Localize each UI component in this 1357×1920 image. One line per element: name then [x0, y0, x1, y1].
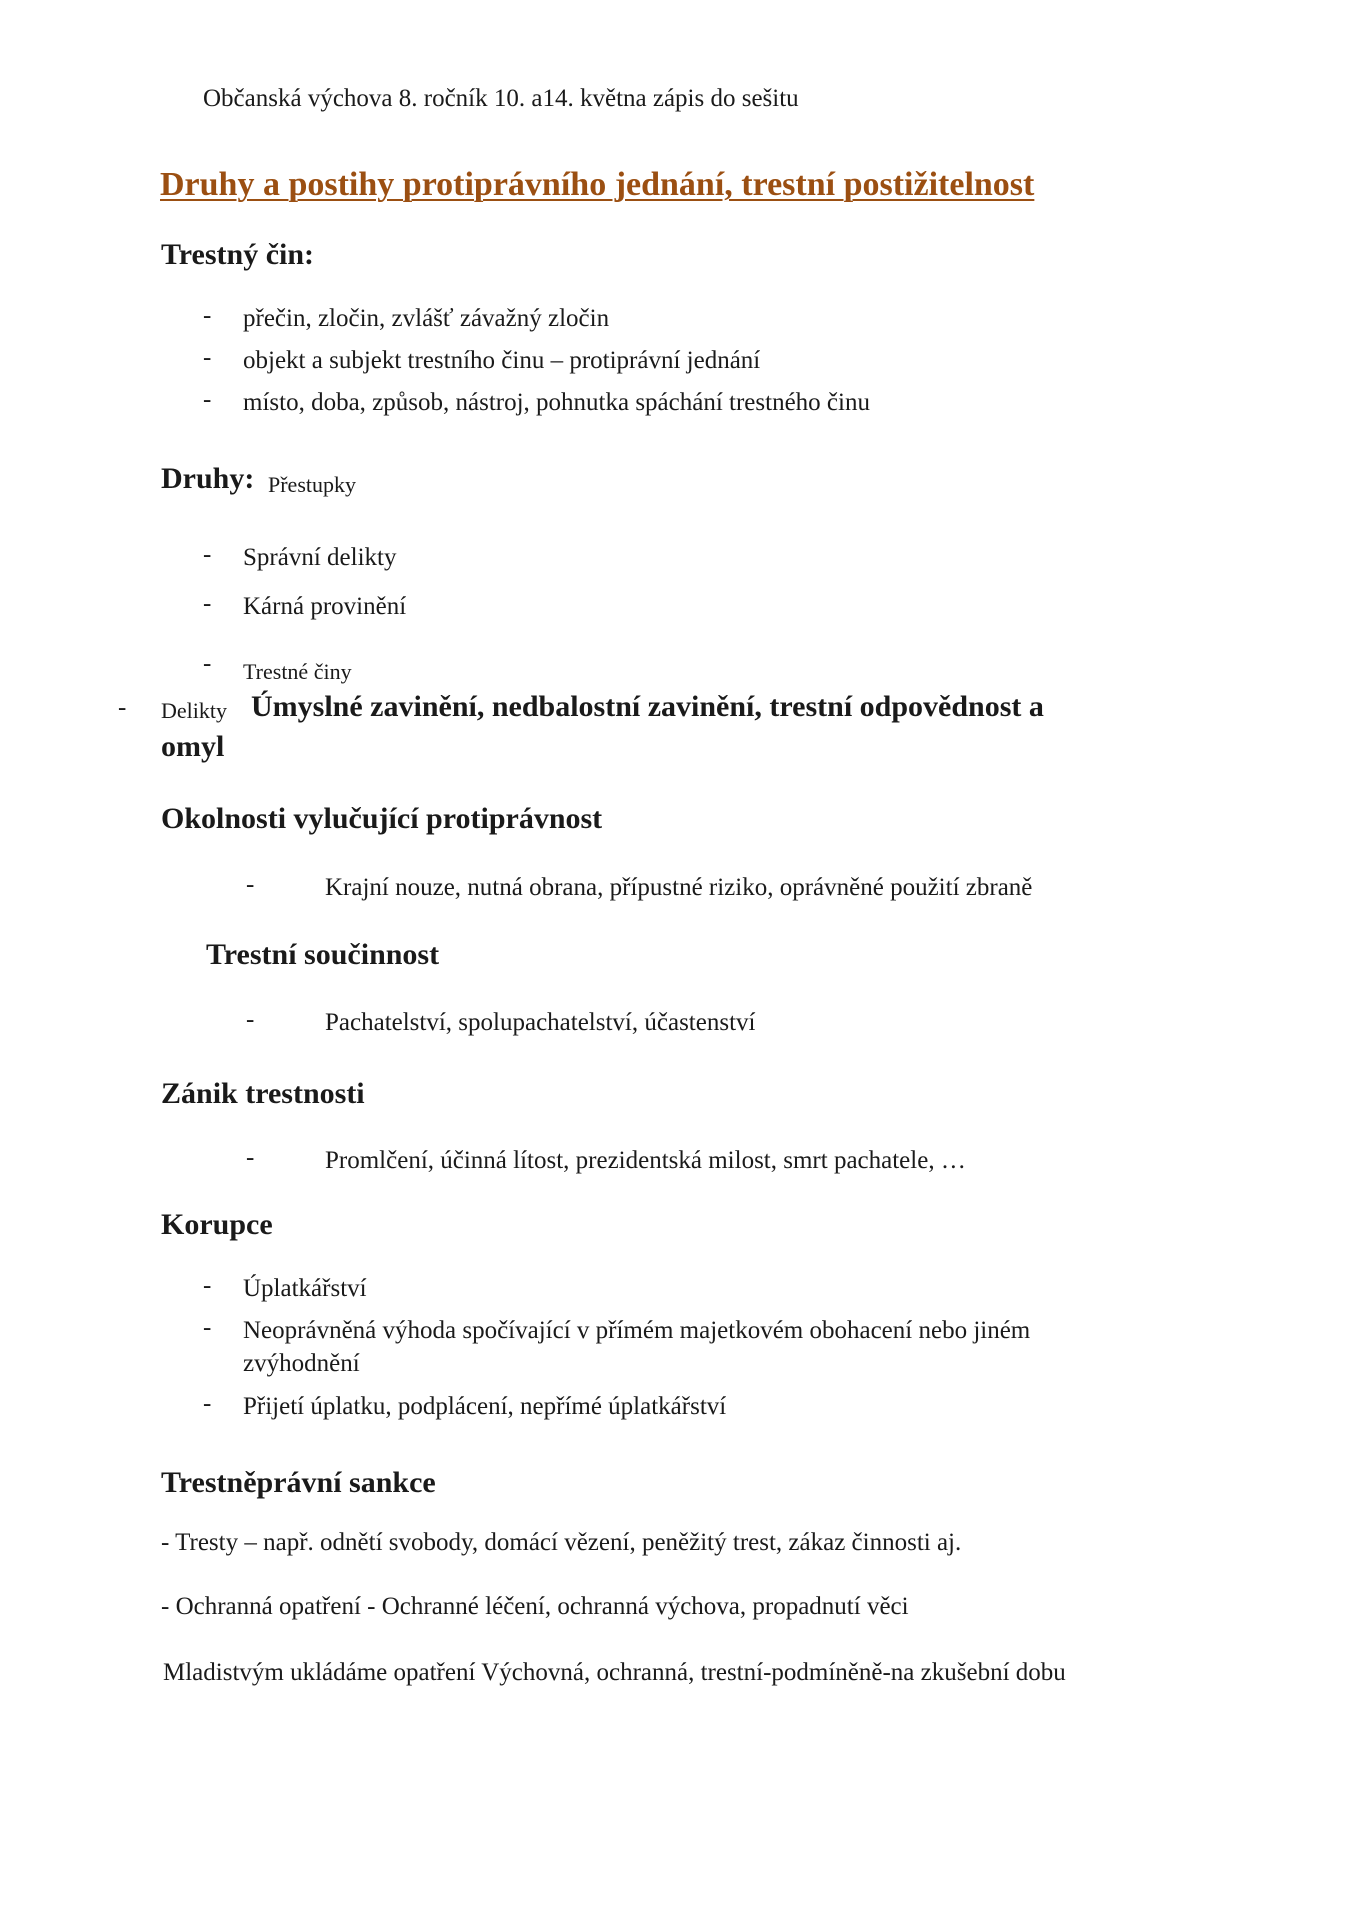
- list-dash: -: [118, 694, 127, 721]
- heading-korupce: Korupce: [161, 1208, 273, 1241]
- list-dash: -: [203, 1272, 212, 1299]
- list-dash: -: [246, 1144, 255, 1171]
- list-dash: -: [246, 871, 255, 898]
- heading-soucinnost: Trestní součinnost: [206, 938, 440, 971]
- sankce-tresty: - Tresty – např. odnětí svobody, domácí vězení, peněžitý trest, zákaz činnosti aj.: [161, 1529, 962, 1556]
- sankce-opatreni: - Ochranná opatření - Ochranné léčení, ochranná výchova, propadnutí věci: [161, 1593, 909, 1620]
- list-item: Pachatelství, spolupachatelství, účastenství: [325, 1009, 756, 1036]
- list-dash: -: [203, 344, 212, 371]
- list-item: Přijetí úplatku, podplácení, nepřímé úplatkářství: [243, 1393, 727, 1420]
- header-line: Občanská výchova 8. ročník 10. a14. května zápis do sešitu: [203, 85, 799, 112]
- list-item: Neoprávněná výhoda spočívající v přímém majetkovém obohacení nebo jiném zvýhodnění: [243, 1317, 1031, 1377]
- heading-umyslne-cont: omyl: [161, 730, 225, 763]
- delikty-prefix: Delikty: [161, 698, 227, 723]
- heading-sankce: Trestněprávní sankce: [161, 1466, 436, 1499]
- druhy-inline: Přestupky: [268, 472, 356, 497]
- list-dash: -: [203, 590, 212, 617]
- list-item: Správní delikty: [243, 544, 397, 571]
- list-item: Promlčení, účinná lítost, prezidentská milost, smrt pachatele, …: [325, 1147, 966, 1174]
- list-item: místo, doba, způsob, nástroj, pohnutka spáchání trestného činu: [243, 389, 870, 416]
- heading-druhy: Druhy:: [161, 462, 255, 495]
- list-dash: -: [203, 386, 212, 413]
- list-dash: -: [203, 1390, 212, 1417]
- list-dash: -: [203, 302, 212, 329]
- list-item: Kárná provinění: [243, 593, 407, 620]
- list-item: přečin, zločin, zvlášť závažný zločin: [243, 305, 610, 332]
- list-dash: -: [246, 1006, 255, 1033]
- list-item: Trestné činy: [243, 659, 352, 684]
- list-dash: -: [203, 541, 212, 568]
- list-item: Úplatkářství: [243, 1275, 367, 1302]
- document-title: Druhy a postihy protiprávního jednání, trestní postižitelnost: [160, 166, 1035, 203]
- heading-trestny-cin: Trestný čin:: [161, 238, 315, 271]
- heading-zanik: Zánik trestnosti: [161, 1077, 365, 1110]
- heading-umyslne: Úmyslné zavinění, nedbalostní zavinění, trestní odpovědnost a: [251, 690, 1044, 723]
- heading-okolnosti: Okolnosti vylučující protiprávnost: [161, 802, 603, 835]
- list-item: objekt a subjekt trestního činu – protiprávní jednání: [243, 347, 761, 374]
- mladistvi-paragraph: Mladistvým ukládáme opatření Výchovná, ochranná, trestní-podmíněně-na zkušební dobu: [163, 1659, 1066, 1686]
- list-dash: -: [203, 1314, 212, 1341]
- list-dash: -: [203, 650, 212, 677]
- list-item: Krajní nouze, nutná obrana, přípustné riziko, oprávněné použití zbraně: [325, 874, 1033, 901]
